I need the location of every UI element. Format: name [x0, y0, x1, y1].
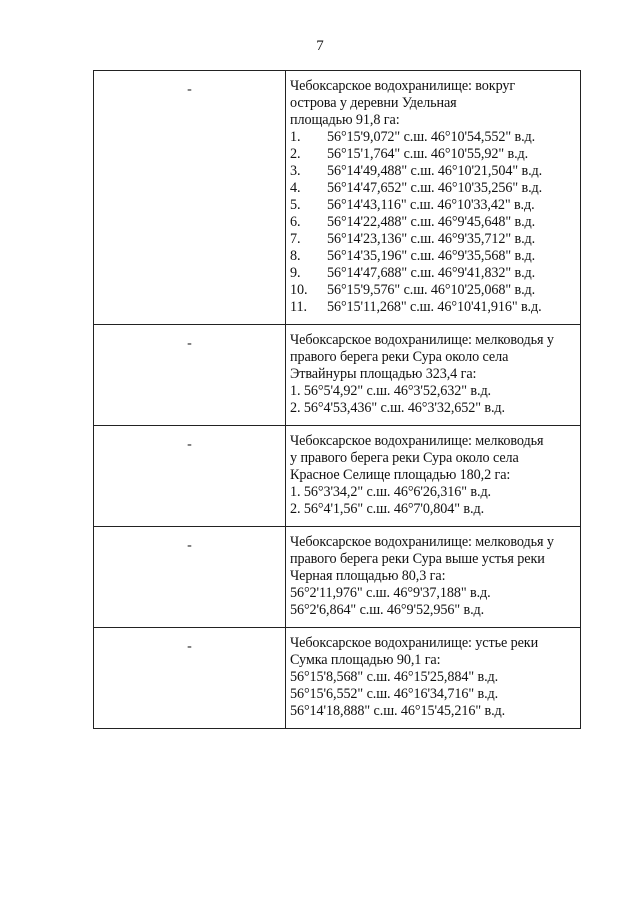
point-coordinates: 56°15'9,072" с.ш. 46°10'54,552" в.д. — [327, 129, 536, 145]
title-line: Этвайнуры площадью 323,4 га: — [290, 366, 477, 382]
title-line: Сумка площадью 90,1 га: — [290, 652, 441, 668]
coordinate-line: 56°2'6,864" с.ш. 46°9'52,956" в.д. — [290, 602, 485, 618]
table-row — [94, 527, 581, 628]
row-marker: - — [187, 82, 192, 97]
title-line: правого берега реки Сура около села — [290, 349, 509, 365]
coordinate-point — [290, 248, 580, 265]
coordinate-line: 56°15'8,568" с.ш. 46°15'25,884" в.д. — [290, 669, 499, 685]
row-marker: - — [187, 437, 192, 452]
description-cell — [286, 71, 581, 325]
table-row — [94, 628, 581, 729]
description-cell — [286, 325, 581, 426]
coordinate-point — [290, 214, 580, 231]
coordinate-line: 56°15'6,552" с.ш. 46°16'34,716" в.д. — [290, 686, 499, 702]
coordinate-point — [290, 282, 580, 299]
description-cell — [286, 426, 581, 527]
table-row — [94, 71, 581, 325]
point-coordinates: 56°14'47,652" с.ш. 46°10'35,256" в.д. — [327, 180, 543, 196]
point-number: 8. — [290, 248, 301, 264]
point-number: 2. — [290, 146, 301, 162]
marker-cell — [94, 325, 286, 426]
point-coordinates: 56°14'35,196" с.ш. 46°9'35,568" в.д. — [327, 248, 536, 264]
title-line: у правого берега реки Сура около села — [290, 450, 519, 466]
coordinate-line: 2. 56°4'53,436" с.ш. 46°3'32,652" в.д. — [290, 400, 505, 416]
row-marker: - — [187, 538, 192, 553]
title-line: Чебоксарское водохранилище: вокруг — [290, 78, 516, 94]
coordinate-point — [290, 265, 580, 282]
point-coordinates: 56°14'43,116" с.ш. 46°10'33,42" в.д. — [327, 197, 535, 213]
title-line: Чебоксарское водохранилище: мелководья у — [290, 534, 554, 550]
title-line: острова у деревни Удельная — [290, 95, 457, 111]
point-number: 9. — [290, 265, 301, 281]
row-marker: - — [187, 336, 192, 351]
point-coordinates: 56°14'23,136" с.ш. 46°9'35,712" в.д. — [327, 231, 536, 247]
title-line: Черная площадью 80,3 га: — [290, 568, 446, 584]
point-coordinates: 56°15'11,268" с.ш. 46°10'41,916" в.д. — [327, 299, 542, 315]
table-row — [94, 426, 581, 527]
coordinate-line: 2. 56°4'1,56" с.ш. 46°7'0,804" в.д. — [290, 501, 485, 517]
coordinate-point — [290, 163, 580, 180]
coordinate-point — [290, 197, 580, 214]
title-line: площадью 91,8 га: — [290, 112, 400, 128]
title-line: Чебоксарское водохранилище: мелководья у — [290, 332, 554, 348]
row-marker: - — [187, 639, 192, 654]
point-number: 4. — [290, 180, 301, 196]
marker-cell — [94, 71, 286, 325]
point-number: 11. — [290, 299, 307, 315]
marker-cell — [94, 426, 286, 527]
title-line: Чебоксарское водохранилище: мелководья — [290, 433, 544, 449]
coordinate-point — [290, 180, 580, 197]
title-line: правого берега реки Сура выше устья реки — [290, 551, 545, 567]
coordinate-point — [290, 299, 580, 316]
coordinate-point — [290, 146, 580, 163]
coordinate-line: 1. 56°5'4,92" с.ш. 46°3'52,632" в.д. — [290, 383, 492, 399]
coordinates-table — [93, 70, 581, 729]
point-coordinates: 56°14'49,488" с.ш. 46°10'21,504" в.д. — [327, 163, 543, 179]
title-line: Чебоксарское водохранилище: устье реки — [290, 635, 539, 651]
point-number: 10. — [290, 282, 308, 298]
coordinate-line: 1. 56°3'34,2" с.ш. 46°6'26,316" в.д. — [290, 484, 492, 500]
description-cell — [286, 628, 581, 729]
coordinate-point — [290, 231, 580, 248]
table-row — [94, 325, 581, 426]
point-coordinates: 56°14'22,488" с.ш. 46°9'45,648" в.д. — [327, 214, 536, 230]
marker-cell — [94, 628, 286, 729]
description-cell — [286, 527, 581, 628]
point-number: 3. — [290, 163, 301, 179]
point-number: 5. — [290, 197, 301, 213]
marker-cell — [94, 527, 286, 628]
point-number: 6. — [290, 214, 301, 230]
page-number: 7 — [316, 38, 324, 54]
coordinate-line: 56°14'18,888" с.ш. 46°15'45,216" в.д. — [290, 703, 506, 719]
point-coordinates: 56°15'9,576" с.ш. 46°10'25,068" в.д. — [327, 282, 536, 298]
coordinate-point — [290, 129, 580, 146]
title-line: Красное Селище площадью 180,2 га: — [290, 467, 511, 483]
point-number: 1. — [290, 129, 301, 145]
point-coordinates: 56°14'47,688" с.ш. 46°9'41,832" в.д. — [327, 265, 536, 281]
coordinate-line: 56°2'11,976" с.ш. 46°9'37,188" в.д. — [290, 585, 491, 601]
point-coordinates: 56°15'1,764" с.ш. 46°10'55,92" в.д. — [327, 146, 529, 162]
point-number: 7. — [290, 231, 301, 247]
